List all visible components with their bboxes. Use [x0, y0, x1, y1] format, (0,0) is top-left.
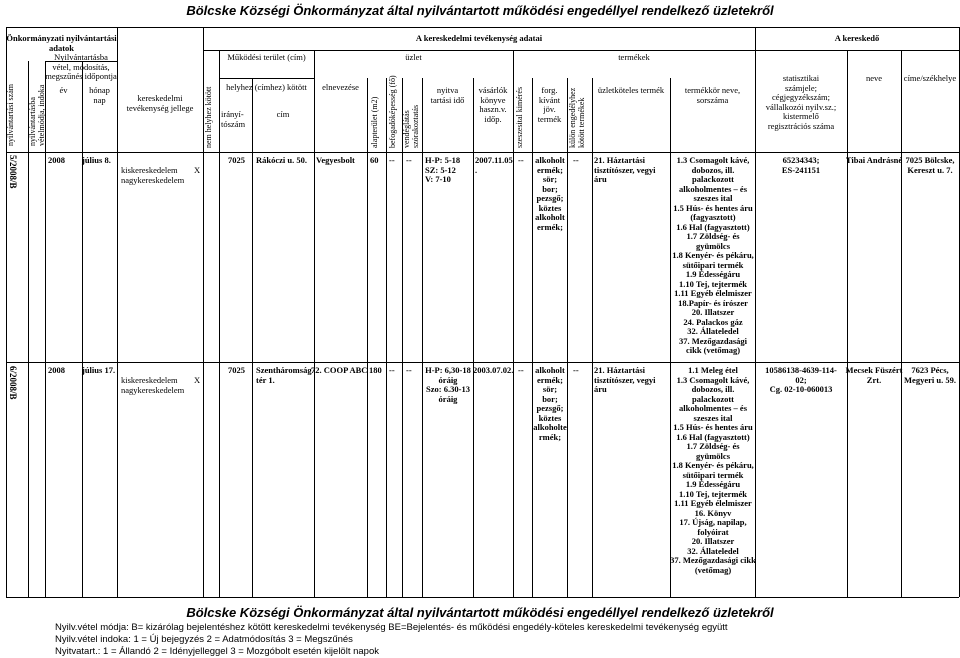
row-honap-nap: július 8. — [82, 155, 111, 165]
header-kulon-eng: külön engedélyhez kötött termékek — [568, 87, 586, 148]
row-forg: alkoholt ermék; sör; bor; pezsgő; köztes alkoholt ermék; — [535, 155, 565, 232]
header-termekek: termékek — [618, 52, 650, 62]
row-vasarlok: 2003.07.02. — [473, 365, 514, 375]
header-uzletkoteles: üzletköteles termék — [597, 85, 665, 95]
row-kulon: -- — [573, 365, 579, 375]
row-cim: Rákóczi u. 50. — [256, 155, 307, 165]
header-cim: cím — [276, 109, 290, 119]
row-vasarlok: 2007.11.05 . — [475, 155, 513, 175]
header-neve: neve — [865, 73, 883, 83]
row-vendeglatas: -- — [406, 155, 412, 165]
row-x-mark: X — [194, 375, 201, 385]
header-uzlet: üzlet — [405, 52, 422, 62]
row-nyitva: H-P: 6,30-18 óráig Szo: 6.30-13 óráig — [425, 365, 471, 404]
row-vendeglatas: -- — [406, 365, 412, 375]
row-stat: 65234343; ES-241151 — [781, 155, 821, 175]
row-ev: 2008 — [48, 365, 65, 375]
row-irsz: 7025 — [228, 365, 245, 375]
row-honap-nap: július 17. — [82, 365, 116, 375]
header-jelleg: kereskedelmi tevékenység jellege — [126, 93, 194, 113]
row-alapterulet: 60 — [370, 155, 379, 165]
row-nyilv-szam: 5/2008/B — [8, 155, 18, 189]
row-szeszes: -- — [518, 365, 524, 375]
row-neve: Tibai Andrásné — [845, 155, 903, 165]
row-befogado: -- — [389, 365, 395, 375]
row-termekkor: 1.1 Meleg étel 1.3 Csomagolt kávé, dobozos, ill. palackozott alkoholmentes – és szeszes ital 1.5 Hús- és hentes áru 1.6 Hal (fagyasztott) 1.7 Zöldség- és gyümölcs 1.8 Kenyér- és pékáru, sütőipari termék 1.9 Édességáru 1.10 Tej, tejtermék 1.11 Egyéb élelmiszer 16. Könyv 17. Újság, napilap, folyóirat 20. Illatszer 32. Állateledel 37. Mezőgazdasági cikk (vetőmag) — [670, 365, 756, 575]
header-iranyitoszam: irányí- tószám — [221, 109, 246, 129]
header-forg: forg. kívánt jöv. termék — [537, 85, 562, 124]
header-elnevezese: elnevezése — [322, 82, 359, 92]
row-stat: 10586138-4639-114- 02; Cg. 02-10-060013 — [765, 365, 837, 395]
header-cime: címe/székhelye — [903, 73, 957, 83]
row-jelleg: kiskereskedelem nagykereskedelem — [121, 165, 185, 185]
header-nem-helyhez: nem helyhez kötött — [204, 86, 213, 148]
header-nyilvantartasba-vetel: Nyilvántartásba vétel, módosítás, megszűnés időpontja — [45, 52, 117, 82]
row-alapterulet: 180 — [369, 365, 382, 375]
row-ev: 2008 — [48, 155, 65, 165]
row-szeszes: -- — [518, 155, 524, 165]
row-neve: Mecsek Füszért Zrt. — [845, 365, 903, 385]
header-onkormanyzati: Önkormányzati nyilvántartási adatok — [6, 33, 117, 53]
row-cime: 7025 Bölcske, Kereszt u. 7. — [905, 155, 955, 175]
row-termekkor: 1.3 Csomagolt kávé, dobozos, ill. palackozott alkoholmentes – és szeszes ital 1.5 Hús- és hentes áru (fagyasztott) 1.6 Hal (fagyasztott) 1.7 Zöldség- és gyümölcs 1.8 Kenyér- és pékáru, sütőipari termék 1.9 Édességáru 1.10 Tej, tejtermék 1.11 Egyéb élelmiszer 18.Papír- és írószer 20. Illatszer 24. Palackos gáz 32. Állateledel 37. Mezőgazdasági cikk (vetőmag) — [672, 155, 754, 356]
row-x-mark: X — [194, 165, 201, 175]
row-jelleg: kiskereskedelem nagykereskedelem — [121, 375, 185, 395]
row-cime: 7623 Pécs, Megyeri u. 59. — [904, 365, 956, 385]
header-ev: év — [59, 85, 68, 95]
footer-legend-modja: Nyilv.vétel módja: B= kizárólag bejelentéshez kötött kereskedelmi tevékenység BE=Bejelentés- és működési engedély-köteles kereskedelmi tevékenység együtt — [55, 622, 728, 633]
header-helyhez: helyhez (címhez) kötött — [226, 82, 307, 92]
header-befogado: befogadóképesség (fő) — [388, 75, 397, 148]
row-elnevezes: 72. COOP ABC — [311, 365, 368, 375]
row-kulon: -- — [573, 155, 579, 165]
header-termekkor: termékkör neve, sorszáma — [684, 85, 741, 105]
page-title: Bölcske Községi Önkormányzat által nyilvántartott működési engedéllyel rendelkező üzletekről — [186, 3, 774, 18]
header-nyilvantartasi-szam: nyilvántartási szám — [6, 84, 15, 146]
header-kereskedo: A kereskedő — [834, 33, 880, 43]
header-szeszes: szeszesital kimérés — [515, 86, 524, 148]
header-nyitva: nyitva tartási idő — [430, 85, 465, 105]
header-mukodesi-terulet: Működési terület (cím) — [227, 52, 306, 62]
header-nyilv-modja: nyilvántartásba vételmódja, indoka — [28, 84, 46, 146]
row-nyilv-szam: 6/2008/B — [8, 366, 18, 400]
header-vendeglatas: vendéglátás szórakoztatás — [402, 104, 420, 148]
row-uzletkoteles: 21. Háztartási tisztítószer, vegyi áru — [594, 155, 656, 185]
row-forg: alkoholt ermék; sör; bor; pezsgő; köztes alkoholte rmék; — [533, 365, 567, 442]
footer-title: Bölcske Községi Önkormányzat által nyilvántartott működési engedéllyel rendelkező üzletekről — [186, 605, 774, 620]
footer-legend-indoka: Nyilv.vétel indoka: 1 = Új bejegyzés 2 = Adatmódosítás 3 = Megszűnés — [55, 634, 353, 645]
row-irsz: 7025 — [228, 155, 245, 165]
header-vasarlok: vásárlók könyve haszn.v. időp. — [478, 85, 508, 124]
row-cim: Szentháromság tér 1. — [256, 365, 312, 385]
header-kereskedelmi-adatai: A kereskedelmi tevékenység adatai — [415, 33, 543, 43]
row-elnevezes: Vegyesbolt — [316, 155, 355, 165]
row-nyitva: H-P: 5-18 SZ: 5-12 V: 7-10 — [425, 155, 461, 185]
row-befogado: -- — [389, 155, 395, 165]
row-uzletkoteles: 21. Háztartási tisztítószer, vegyi áru — [594, 365, 656, 395]
header-alapterulet: alapterület (m2) — [370, 96, 379, 148]
footer-legend-nyitvatartas: Nyitvatart.: 1 = Állandó 2 = Idényjelleggel 3 = Mozgóbolt esetén kijelölt napok — [55, 646, 379, 657]
header-honap-nap: hónap nap — [89, 85, 110, 105]
header-statisztikai: statisztikai számjele; cégjegyzékszám; vállalkozói nyilv.sz.; kistermelő regisztrációs száma — [765, 73, 837, 131]
